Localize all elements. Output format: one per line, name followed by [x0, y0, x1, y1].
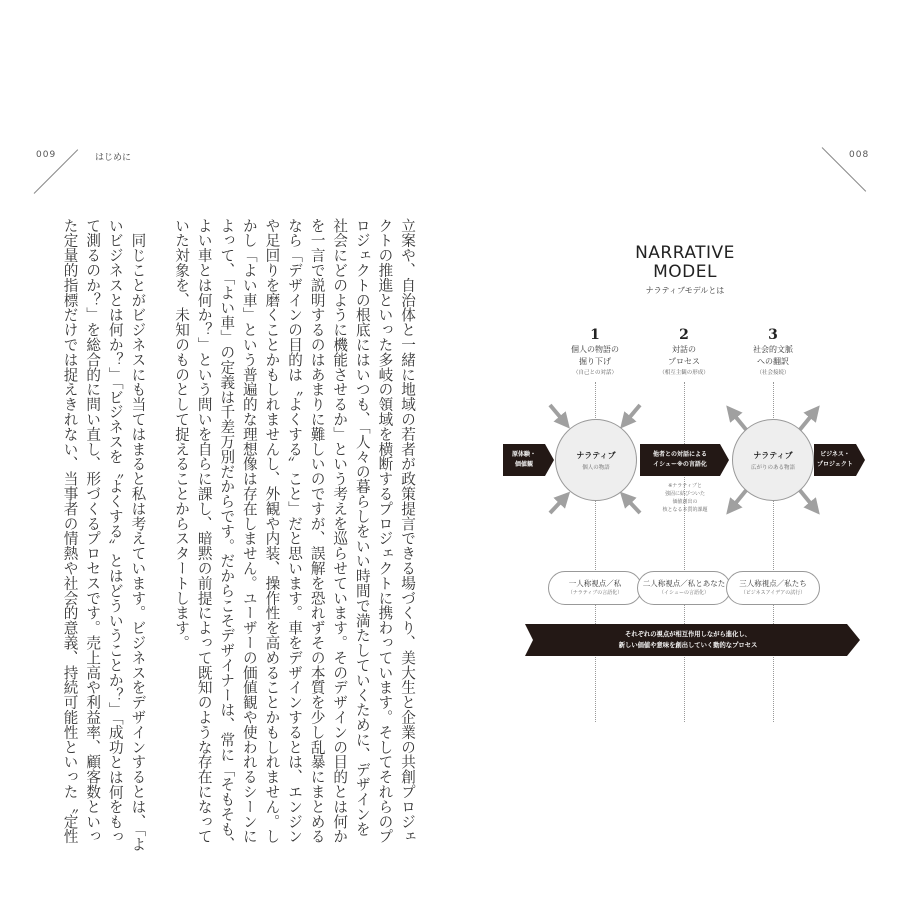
circle-title: ナラティブ [753, 451, 793, 460]
right-page-number: 008 [849, 150, 870, 160]
circle-sub: 広がりのある物語 [750, 465, 795, 471]
circle-title: ナラティブ [576, 451, 616, 460]
text-column: よって、「よい車」の定義は千差万別だからです。だからこそデザイナーは、常に「そもそも、 [218, 218, 236, 852]
step-sub: （社会接続） [756, 370, 790, 376]
step-label: 対話の [672, 345, 696, 354]
left-page-number: 009 [36, 150, 57, 160]
text-column: た定量的指標だけでは捉えきれない、当事者の情熱や社会的意義、持続可能性といった〝定性 [61, 218, 79, 844]
pill-sub: （ビジネスアイデアの試行） [740, 590, 806, 596]
tag-line: プロジェクト [817, 461, 853, 468]
tag-output-arrow-icon [856, 444, 865, 476]
step-label: 個人の物語の [571, 345, 619, 354]
perspective-first-person [548, 571, 642, 605]
text-column: 立案や、自治体と一緒に地域の若者が政策提言できる場づくり、美大生と企業の共創プロジェ [399, 218, 416, 844]
tag-line: 原体験・ [511, 451, 536, 458]
step-label: 掘り下げ [579, 357, 611, 366]
tag-line: 価値観 [514, 461, 533, 468]
pill-sub: （ナラティブの言語化） [567, 590, 623, 596]
running-head: はじめに [95, 153, 132, 163]
text-column: や足回りを磨くことかもしれませんし、外観や内装、操作性を高めることかもしれません。し [263, 218, 281, 844]
text-column: かし「よい車」という普遍的な理想像は存在しません。ユーザーの価値観や使われるシーンに [240, 218, 258, 844]
banner-line: 新しい価値や意味を創出していく動的なプロセス [618, 642, 758, 649]
tag-line: イシュー※の言語化 [653, 461, 707, 468]
step-sub: （相互主観の形成） [659, 370, 709, 376]
body-text [58, 218, 418, 852]
text-column: て測るのか？」を総合的に問い直し、形づくるプロセスです。売上高や利益率、顧客数といっ [84, 218, 102, 844]
banner-line: それぞれの視点が相互作用しながら進化し、 [625, 631, 751, 638]
step-label: への翻訳 [757, 357, 789, 366]
process-banner [533, 629, 843, 651]
issue-footnote [650, 482, 720, 514]
note-line: 価値創出の [672, 499, 698, 505]
tag-middle [640, 444, 720, 476]
text-column: なら「デザインの目的は〝よくする〟こと」だと思います。車をデザインするとは、エンジン [286, 218, 304, 844]
narrative-circle-expanded [732, 419, 814, 501]
text-column: 社会にどのように機能させるか」という考えを巡らせています。そのデザインの目的とは何か [331, 218, 349, 844]
text-column: いた対象を、未知のものとして捉えることからスタートします。 [173, 218, 191, 651]
step-label: 社会的文脈 [753, 345, 793, 354]
pill-main: 一人称視点／私 [568, 579, 622, 588]
note-line: ※ナラティブと [668, 483, 702, 489]
diagram-title-line1: NARRATIVE [635, 243, 735, 263]
step-sub: （自己との対話） [572, 370, 617, 376]
circle-sub: 個人の物語 [582, 465, 610, 471]
text-column: 同じことがビジネスにも当てはまると私は考えています。ビジネスをデザインするとは、「よ [129, 218, 147, 852]
diagram-subtitle: ナラティブモデルとは [645, 286, 725, 295]
step-number: 3 [768, 327, 778, 343]
tag-line: 他者との対話による [652, 451, 707, 458]
tag-middle-arrow-icon [720, 444, 729, 476]
pill-main: 二人称視点／私とあなた [642, 579, 726, 588]
narrative-circle-personal [555, 419, 637, 501]
text-column: クトの推進といった多岐の領域を横断するプロジェクトに携わっています。そしてそれらのプ [376, 218, 394, 844]
perspective-third-person [726, 571, 820, 605]
tag-input [503, 444, 545, 476]
text-column [148, 218, 169, 588]
tag-output [814, 444, 856, 476]
text-column: よい車とは何か？」という問いを自らに課し、暗黙の前提によって既知のような存在になって [195, 218, 213, 844]
pill-sub: （イシューの言語化） [659, 590, 709, 596]
diagram-title-line2: MODEL [653, 262, 717, 282]
text-column: いビジネスとは何か？」「ビジネスを〝よくする〟とはどういうことか？」「成功とは何をもっ [106, 218, 124, 845]
text-column: を一言で説明するのはあまりに難しいのですが、誤解を恐れずその本質を少し乱暴にまとめる [308, 218, 326, 844]
note-line: 強固に結びついた [664, 491, 705, 497]
tag-line: ビジネス・ [820, 451, 850, 458]
note-line: 核となる本質的課題 [662, 507, 708, 513]
step-number: 1 [590, 327, 600, 343]
narrative-model-diagram [500, 230, 870, 660]
tag-input-arrow-icon [545, 444, 554, 476]
text-column: ロジェクトの根底にはいつも、「人々の暮らしをいい時間で満たしていくために、デザインを [353, 218, 371, 837]
perspective-second-person [637, 571, 731, 605]
step-label: プロセス [668, 357, 700, 366]
pill-main: 三人称視点／私たち [739, 579, 807, 588]
step-number: 2 [679, 327, 689, 343]
